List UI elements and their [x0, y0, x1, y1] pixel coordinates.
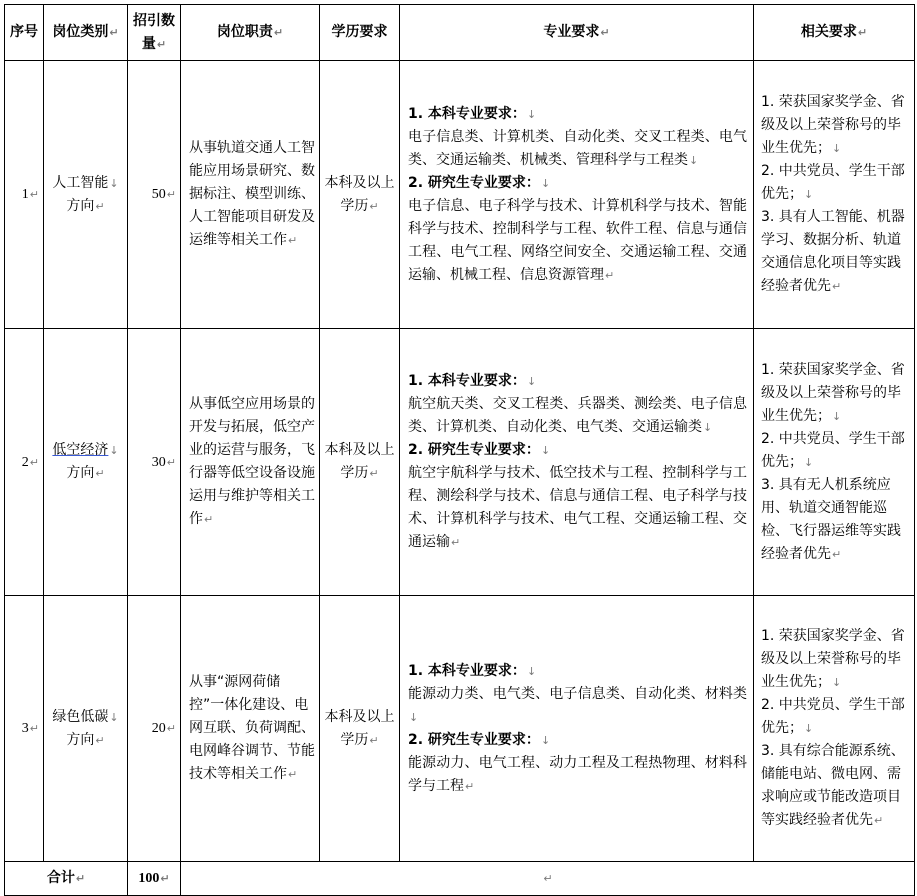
table-row	[5, 596, 915, 862]
row-no: 2↵	[5, 329, 44, 596]
undergrad-title: 1. 本科专业要求：	[408, 662, 526, 679]
header-education: 学历要求	[320, 5, 400, 61]
header-category: 岗位类别↵	[44, 5, 128, 61]
row-duty: 从事“源网荷储控”一体化建设、电网互联、负荷调配、电网峰谷调节、节能技术等相关工作↵	[181, 596, 320, 862]
total-value: 100↵	[128, 862, 181, 896]
postgrad-majors: 电子信息、电子科学与技术、计算机科学与技术、智能科学与技术、控制科学与工程、软件工程、信息与通信工程、电气工程、网络空间安全、交通运输工程、交通运输、机械工程、信息资源管理	[408, 197, 747, 283]
row-education: 本科及以上学历↵	[320, 596, 400, 862]
header-duty: 岗位职责↵	[181, 5, 320, 61]
postgrad-title: 2. 研究生专业要求：	[408, 174, 540, 191]
row-other-requirements: 1. 荣获国家奖学金、省级及以上荣誉称号的毕业生优先；↓ 2. 中共党员、学生干部优先；↓ 3. 具有人工智能、机器学习、数据分析、轨道交通信息化项目等实践经验者优先↵	[754, 61, 915, 329]
row-major: 1. 本科专业要求：↓ 航空航天类、交叉工程类、兵器类、测绘类、电子信息类、计算机类、自动化类、电气类、交通运输类↓ 2. 研究生专业要求：↓ 航空宇航科学与技术、低空技术与工程、控制科学与工程、测绘科学与技术、信息与通信工程、电子科学与技术、计算机科学与技术、电气工程、交通运输工程、交通运输↵	[400, 329, 754, 596]
row-major: 1. 本科专业要求：↓ 能源动力类、电气类、电子信息类、自动化类、材料类↓ 2. 研究生专业要求：↓ 能源动力、电气工程、动力工程及工程热物理、材料科学与工程↵	[400, 596, 754, 862]
table-row	[5, 61, 915, 329]
row-education: 本科及以上学历↵	[320, 61, 400, 329]
undergrad-title: 1. 本科专业要求：	[408, 105, 526, 122]
row-no: 3↵	[5, 596, 44, 862]
row-category: 绿色低碳↓ 方向↵	[44, 596, 128, 862]
row-major: 1. 本科专业要求：↓ 电子信息类、计算机类、自动化类、交叉工程类、电气类、交通运输类、机械类、管理科学与工程类↓ 2. 研究生专业要求：↓ 电子信息、电子科学与技术、计算机科学与技术、智能科学与技术、控制科学与工程、软件工程、信息与通信工程、电气工程、网络空间安全、交通运输工程、交通运输、机械工程、信息资源管理↵	[400, 61, 754, 329]
undergrad-majors: 能源动力类、电气类、电子信息类、自动化类、材料类	[408, 685, 747, 702]
row-category: 人工智能↓ 方向↵	[44, 61, 128, 329]
row-category: 低空经济↓ 方向↵	[44, 329, 128, 596]
row-quota: 20↵	[128, 596, 181, 862]
row-other-requirements: 1. 荣获国家奖学金、省级及以上荣誉称号的毕业生优先；↓ 2. 中共党员、学生干部优先；↓ 3. 具有无人机系统应用、轨道交通智能巡检、飞行器运维等实践经验者优先↵	[754, 329, 915, 596]
total-row	[5, 862, 915, 896]
row-quota: 50↵	[128, 61, 181, 329]
undergrad-majors: 航空航天类、交叉工程类、兵器类、测绘类、电子信息类、计算机类、自动化类、电气类、交通运输类	[408, 396, 747, 435]
row-other-requirements: 1. 荣获国家奖学金、省级及以上荣誉称号的毕业生优先；↓ 2. 中共党员、学生干部优先；↓ 3. 具有综合能源系统、储能电站、微电网、需求响应或节能改造项目等实践经验者优先↵	[754, 596, 915, 862]
row-quota: 30↵	[128, 329, 181, 596]
postgrad-majors: 能源动力、电气工程、动力工程及工程热物理、材料科学与工程	[408, 754, 747, 794]
undergrad-majors: 电子信息类、计算机类、自动化类、交叉工程类、电气类、交通运输类、机械类、管理科学与工程类	[408, 128, 747, 168]
total-empty-cell: ↵	[181, 862, 915, 896]
recruitment-table	[4, 4, 915, 896]
header-no: 序号	[5, 5, 44, 61]
header-major: 专业要求↵	[400, 5, 754, 61]
postgrad-title: 2. 研究生专业要求：	[408, 731, 540, 748]
header-row	[5, 5, 915, 61]
undergrad-title: 1. 本科专业要求：	[408, 373, 526, 389]
row-duty: 从事低空应用场景的开发与拓展，低空产业的运营与服务，飞行器等低空设备设施运用与维护等相关工作↵	[181, 329, 320, 596]
row-education: 本科及以上学历↵	[320, 329, 400, 596]
row-no: 1↵	[5, 61, 44, 329]
header-quota: 招引数量↵	[128, 5, 181, 61]
postgrad-majors: 航空宇航科学与技术、低空技术与工程、控制科学与工程、测绘科学与技术、信息与通信工程、电子科学与技术、计算机科学与技术、电气工程、交通运输工程、交通运输	[408, 465, 747, 550]
postgrad-title: 2. 研究生专业要求：	[408, 442, 540, 458]
row-duty: 从事轨道交通人工智能应用场景研究、数据标注、模型训练、人工智能项目研发及运维等相关工作↵	[181, 61, 320, 329]
total-label: 合计↵	[5, 862, 128, 896]
header-other: 相关要求↵	[754, 5, 915, 61]
table-row	[5, 329, 915, 596]
